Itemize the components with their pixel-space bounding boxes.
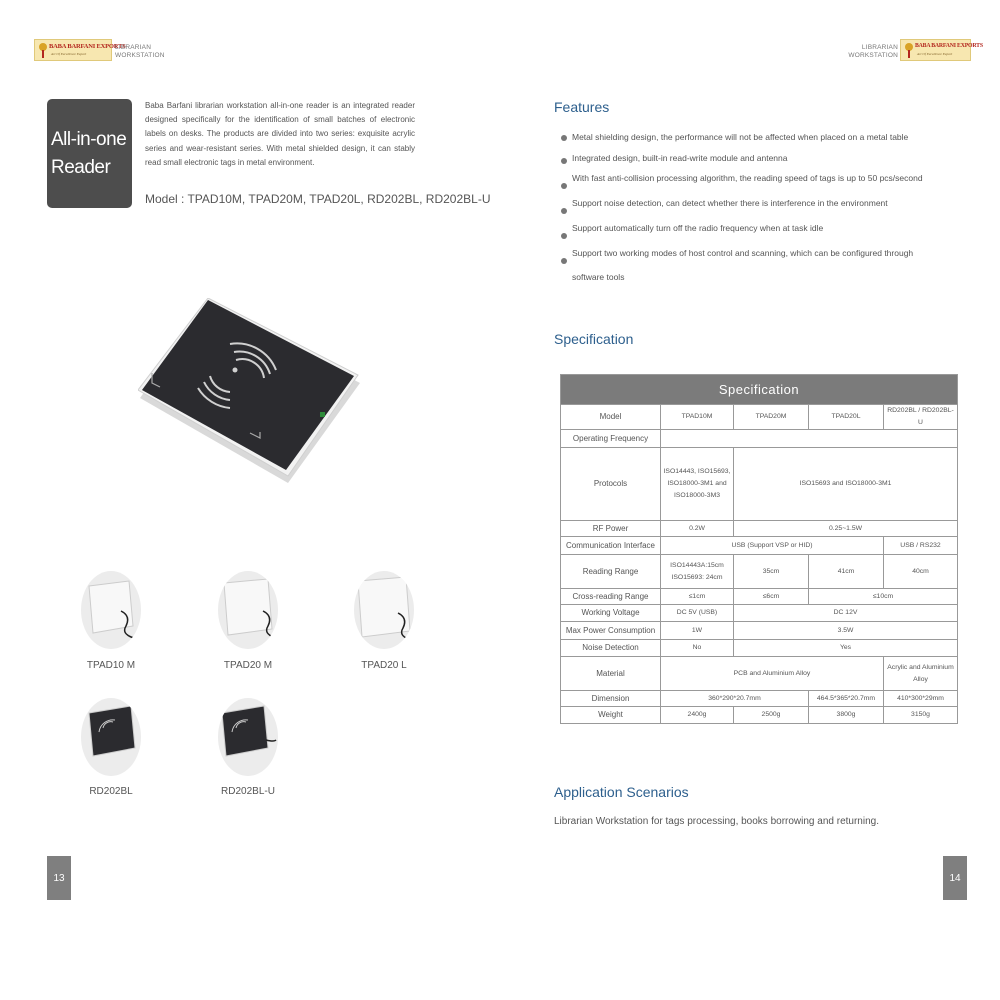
table-row: Cross-reading Range ≤1cm ≤6cm ≤10cm (561, 589, 958, 605)
logo-tagline: Art Of Excellence Export (917, 52, 953, 56)
bullet-icon (561, 158, 567, 164)
table-row: Weight 2400g 2500g 3800g 3150g (561, 707, 958, 724)
specification-table (560, 374, 958, 724)
variant-thumb-rd202bl (81, 698, 141, 776)
product-badge (47, 99, 132, 208)
table-title: Specification (561, 375, 958, 405)
logo-name: BABA BARFANI EXPORTS (49, 43, 126, 50)
bullet-icon (561, 258, 567, 264)
variant-label: TPAD10 M (86, 660, 136, 671)
table-row: Protocols ISO14443, ISO15693, ISO18000-3M1 and ISO18000-3M3 ISO15693 and ISO18000-3M1 (561, 448, 958, 521)
application-text: Librarian Workstation for tags processing, books borrowing and returning. (554, 816, 879, 827)
reader-product-image (138, 298, 363, 488)
table-row: Working Voltage DC 5V (USB) DC 12V (561, 605, 958, 622)
table-row: Reading Range ISO14443A:15cm ISO15693: 24cm 35cm 41cm 40cm (561, 555, 958, 589)
intro-paragraph: Baba Barfani librarian workstation all-in-one reader is an integrated reader designed specifically for the identification of small batches of electronic labels on desks. The products are divided into two series: exquisite acrylic series and wear-resistant series. With metal shielded design, it can stably read small electronic tags in metal environment. (145, 101, 415, 167)
feature-item-continued: software tools (572, 272, 625, 282)
variant-label: RD202BL (89, 786, 133, 797)
specification-title: Specification (554, 331, 634, 347)
variant-label: TPAD20 M (223, 660, 273, 671)
feature-item: With fast anti-collision processing algorithm, the reading speed of tags is up to 50 pcs/second (572, 173, 923, 183)
header-section-label: LIBRARIAN WORKSTATION (115, 44, 165, 59)
badge-line1: All-in-one (51, 129, 127, 150)
variant-label: TPAD20 L (361, 660, 407, 671)
page-number-right: 14 (943, 856, 967, 900)
features-title: Features (554, 99, 610, 115)
variant-thumb-rd202bl-u (218, 698, 278, 776)
feature-item: Support two working modes of host control and scanning, which can be configured through (572, 248, 914, 258)
variant-thumb-tpad20m (218, 571, 278, 649)
brand-logo-right (900, 39, 983, 61)
model-list: Model : TPAD10M, TPAD20M, TPAD20L, RD202BL, RD202BL-U (145, 192, 491, 206)
variant-thumb-tpad10m (81, 571, 141, 649)
feature-item: Support automatically turn off the radio frequency when at task idle (572, 223, 824, 233)
bullet-icon (561, 208, 567, 214)
logo-name: BABA BARFANI EXPORTS (915, 43, 983, 49)
variant-thumb-tpad20l (354, 571, 414, 649)
header-section-label-right: LIBRARIAN WORKSTATION (848, 44, 898, 59)
application-title: Application Scenarios (554, 784, 689, 800)
feature-item: Integrated design, built-in read-write module and antenna (572, 153, 788, 163)
table-row: RF Power 0.2W 0.25~1.5W (561, 521, 958, 537)
logo-emblem-icon (904, 42, 914, 59)
variant-label: RD202BL-U (221, 786, 275, 797)
feature-item: Metal shielding design, the performance will not be affected when placed on a metal table (572, 132, 909, 142)
table-row: Operating Frequency (561, 430, 958, 448)
feature-item: Support noise detection, can detect whether there is interference in the environment (572, 198, 888, 208)
table-row: Noise Detection No Yes (561, 640, 958, 657)
table-row: Dimension 360*290*20.7mm 464.5*365*20.7mm 410*300*29mm (561, 691, 958, 707)
logo-emblem-icon (38, 42, 48, 59)
brand-logo (34, 39, 126, 61)
page-number-left: 13 (47, 856, 71, 900)
table-row: Material PCB and Aluminium Alloy Acrylic and Aluminium Alloy (561, 657, 958, 691)
bullet-icon (561, 233, 567, 239)
bullet-icon (561, 183, 567, 189)
table-row: Model TPAD10M TPAD20M TPAD20L RD202BL / RD202BL-U (561, 405, 958, 430)
table-row: Max Power Consumption 1W 3.5W (561, 622, 958, 640)
badge-line2: Reader (51, 157, 111, 178)
bullet-icon (561, 135, 567, 141)
table-row: Communication Interface USB (Support VSP or HID) USB / RS232 (561, 537, 958, 555)
logo-tagline: Art Of Excellence Export (51, 52, 87, 56)
